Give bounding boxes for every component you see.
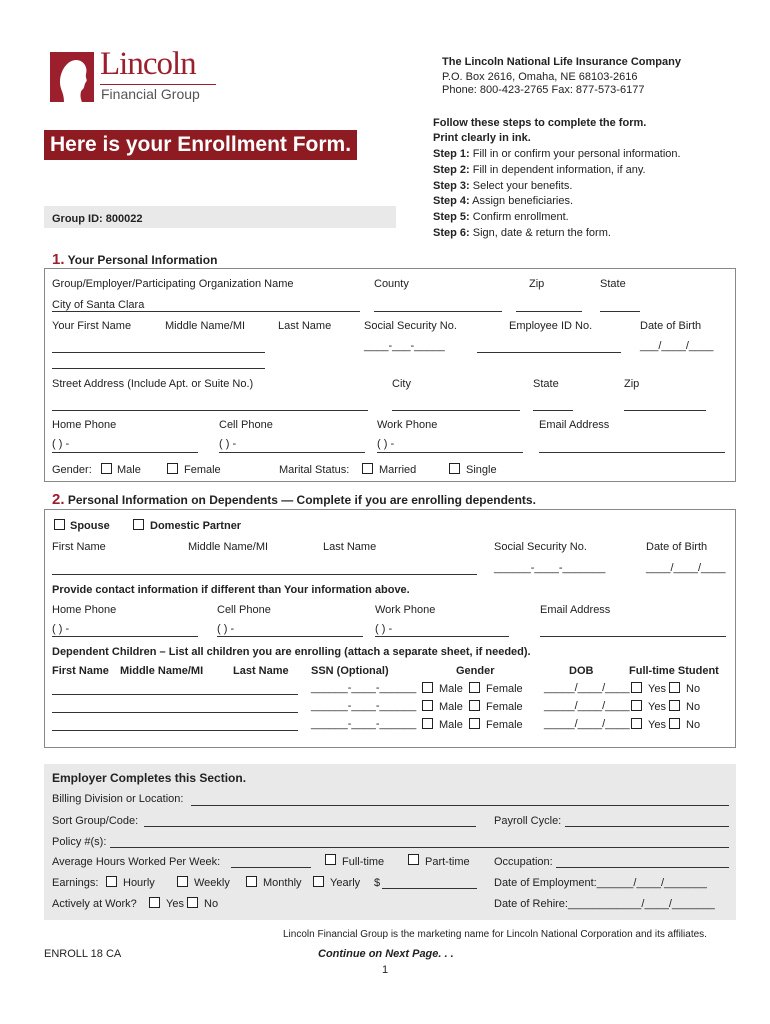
dep-cell-phone-label: Cell Phone [217,604,271,616]
child-name-line[interactable] [52,694,298,695]
earnings-line[interactable] [382,888,477,889]
child-no-label: No [686,701,701,713]
continue-note: Continue on Next Page. . . [318,948,454,960]
child-ssn-mask[interactable]: ______-____-______ [311,718,417,730]
zip2-line[interactable] [624,410,706,411]
lincoln-silhouette-icon [50,52,94,102]
marketing-note: Lincoln Financial Group is the marketing name for Lincoln National Corporation and its affiliates. [283,929,707,940]
child-yes-checkbox[interactable] [631,700,642,711]
zip-label: Zip [529,278,545,290]
child-yes-label: Yes [648,683,666,695]
domestic-partner-checkbox[interactable] [133,519,144,530]
dep-cell-phone-mask[interactable]: ( ) - [217,623,235,635]
org-name-label: Group/Employer/Participating Organization Name [52,278,294,290]
child-name-line[interactable] [52,712,298,713]
work-phone-label: Work Phone [377,419,438,431]
ssn-label: Social Security No. [364,320,457,332]
middle-name-label: Middle Name/MI [165,320,246,332]
cell-phone-label: Cell Phone [219,419,273,431]
dep-last-name-label: Last Name [323,541,377,553]
child-yes-checkbox[interactable] [631,718,642,729]
child-no-label: No [686,719,701,731]
street-line[interactable] [52,410,368,411]
state-line[interactable] [600,311,640,312]
work-phone-line[interactable] [377,452,523,453]
weekly-label: Weekly [194,877,230,889]
email-label: Email Address [539,419,610,431]
name-line[interactable] [52,352,265,353]
female-label: Female [184,464,221,476]
state2-line[interactable] [533,410,573,411]
child-no-checkbox[interactable] [669,682,680,693]
dep-work-phone-line[interactable] [375,636,509,637]
part-time-checkbox[interactable] [408,854,419,865]
contact-note: Provide contact information if different than Your information above. [52,584,410,596]
marital-label: Marital Status: [279,464,350,476]
dep-home-phone-label: Home Phone [52,604,117,616]
male-checkbox[interactable] [101,463,112,474]
avg-hours-line[interactable] [231,867,311,868]
dep-ssn-label: Social Security No. [494,541,587,553]
child-dob-mask[interactable]: _____/____/____ [544,682,630,694]
logo-subtitle: Financial Group [101,86,200,102]
yearly-label: Yearly [330,877,361,889]
street-label: Street Address (Include Apt. or Suite No.) [52,378,254,390]
payroll-line[interactable] [565,826,729,827]
section2-title: 2. Personal Information on Dependents — Complete if you are enrolling dependents. [52,491,536,508]
step-1: Step 1: Fill in or confirm your personal information. [433,148,681,160]
child-dob-mask[interactable]: _____/____/____ [544,700,630,712]
full-time-checkbox[interactable] [325,854,336,865]
actively-label: Actively at Work? [52,898,137,910]
child-name-line[interactable] [52,730,298,731]
group-id: Group ID: 800022 [52,213,143,225]
home-phone-label: Home Phone [52,419,117,431]
dollar-sign: $ [374,877,381,889]
home-phone-mask[interactable]: ( ) - [52,438,70,450]
step-2: Step 2: Fill in dependent information, if any. [433,164,646,176]
city-label: City [392,378,411,390]
dep-work-phone-label: Work Phone [375,604,436,616]
actively-yes-label: Yes [166,898,184,910]
married-checkbox[interactable] [362,463,373,474]
children-note: Dependent Children – List all children you are enrolling (attach a separate sheet, if needed). [52,646,531,658]
child-yes-checkbox[interactable] [631,682,642,693]
state2-label: State [533,378,559,390]
col-last-name: Last Name [233,665,289,677]
col-dob: DOB [569,665,594,677]
company-phone: Phone: 800-423-2765 Fax: 877-573-6177 [442,84,645,96]
step-6: Step 6: Sign, date & return the form. [433,227,611,239]
print-note: Print clearly in ink. [433,132,531,144]
org-name-line[interactable] [52,311,360,312]
dep-work-phone-mask[interactable]: ( ) - [375,623,393,635]
dob-mask[interactable]: ___/____/____ [640,340,714,352]
single-checkbox[interactable] [449,463,460,474]
child-female-label: Female [486,683,523,695]
actively-no-checkbox[interactable] [187,897,198,908]
cell-phone-line[interactable] [219,452,365,453]
dep-email-label: Email Address [540,604,611,616]
female-checkbox[interactable] [167,463,178,474]
section1-title: 1. Your Personal Information [52,251,218,268]
date-rehire[interactable]: Date of Rehire:____________/____/_______ [494,898,715,910]
single-label: Single [466,464,497,476]
child-yes-label: Yes [648,719,666,731]
actively-yes-checkbox[interactable] [149,897,160,908]
logo-divider [100,84,216,85]
sort-group-line[interactable] [144,826,476,827]
policy-line[interactable] [110,847,729,848]
full-time-label: Full-time [342,856,385,868]
county-line[interactable] [374,311,502,312]
occupation-label: Occupation: [494,856,553,868]
child-yes-label: Yes [648,701,666,713]
earnings-label: Earnings: [52,877,99,889]
avg-hours-label: Average Hours Worked Per Week: [52,856,221,868]
child-no-checkbox[interactable] [669,718,680,729]
child-ssn-mask[interactable]: ______-____-______ [311,700,417,712]
billing-line[interactable] [191,805,729,806]
child-ssn-mask[interactable]: ______-____-______ [311,682,417,694]
employer-section [44,764,736,920]
enrollment-banner: Here is your Enrollment Form. [44,130,357,160]
col-ssn: SSN (Optional) [311,665,389,677]
part-time-label: Part-time [425,856,470,868]
ssn-mask[interactable]: ____-___-_____ [364,340,445,352]
dob-label: Date of Birth [640,320,702,332]
col-middle-name: Middle Name/MI [120,665,204,677]
dep-home-phone-mask[interactable]: ( ) - [52,623,70,635]
step-4: Step 4: Assign beneficiaries. [433,195,574,207]
state-label: State [600,278,626,290]
steps-title: Follow these steps to complete the form. [433,117,647,129]
child-male-label: Male [439,719,463,731]
dep-home-phone-line[interactable] [52,636,198,637]
company-name: The Lincoln National Life Insurance Company [442,56,681,68]
child-female-label: Female [486,701,523,713]
last-name-label: Last Name [278,320,332,332]
dep-name-line[interactable] [52,574,477,575]
county-label: County [374,278,409,290]
weekly-checkbox[interactable] [177,876,188,887]
company-address: P.O. Box 2616, Omaha, NE 68103-2616 [442,71,638,83]
date-employment[interactable]: Date of Employment:______/____/_______ [494,877,707,889]
form-code: ENROLL 18 CA [44,948,122,960]
child-dob-mask[interactable]: _____/____/____ [544,718,630,730]
step-5: Step 5: Confirm enrollment. [433,211,569,223]
col-fulltime: Full-time Student [629,665,719,677]
city-line[interactable] [392,410,520,411]
col-gender: Gender [456,665,495,677]
dep-ssn-mask[interactable]: ______-____-_______ [494,562,606,574]
employer-title: Employer Completes this Section. [52,771,247,785]
monthly-checkbox[interactable] [246,876,257,887]
zip-line[interactable] [516,311,582,312]
logo-name: Lincoln [100,46,196,82]
child-male-checkbox[interactable] [422,682,433,693]
married-label: Married [379,464,417,476]
employee-id-line[interactable] [477,352,621,353]
dep-first-name-label: First Name [52,541,106,553]
actively-no-label: No [204,898,219,910]
sort-group-label: Sort Group/Code: [52,815,139,827]
occupation-line[interactable] [556,867,729,868]
work-phone-mask[interactable]: ( ) - [377,438,395,450]
spouse-checkbox[interactable] [54,519,65,530]
first-name-label: Your First Name [52,320,132,332]
child-male-checkbox[interactable] [422,700,433,711]
payroll-label: Payroll Cycle: [494,815,562,827]
dep-dob-mask[interactable]: ____/____/____ [646,562,726,574]
child-female-checkbox[interactable] [469,718,480,729]
male-label: Male [117,464,141,476]
home-phone-line[interactable] [52,452,198,453]
hourly-label: Hourly [123,877,155,889]
child-male-label: Male [439,683,463,695]
child-no-checkbox[interactable] [669,700,680,711]
employee-id-label: Employee ID No. [509,320,593,332]
child-female-checkbox[interactable] [469,700,480,711]
name-line-2[interactable] [52,368,265,369]
dep-middle-name-label: Middle Name/MI [188,541,269,553]
monthly-label: Monthly [263,877,302,889]
domestic-partner-label: Domestic Partner [150,520,242,532]
billing-label: Billing Division or Location: [52,793,184,805]
child-no-label: No [686,683,701,695]
gender-label: Gender: [52,464,92,476]
cell-phone-mask[interactable]: ( ) - [219,438,237,450]
dep-cell-phone-line[interactable] [217,636,363,637]
hourly-checkbox[interactable] [106,876,117,887]
page-number: 1 [382,964,389,976]
dep-email-line[interactable] [540,636,726,637]
child-male-label: Male [439,701,463,713]
company-logo [50,46,220,108]
child-male-checkbox[interactable] [422,718,433,729]
org-name-value[interactable]: City of Santa Clara [52,299,145,311]
zip2-label: Zip [624,378,640,390]
dep-dob-label: Date of Birth [646,541,708,553]
policy-label: Policy #(s): [52,836,107,848]
col-first-name: First Name [52,665,109,677]
email-line[interactable] [539,452,725,453]
step-3: Step 3: Select your benefits. [433,180,573,192]
spouse-label: Spouse [70,520,110,532]
child-female-label: Female [486,719,523,731]
child-female-checkbox[interactable] [469,682,480,693]
yearly-checkbox[interactable] [313,876,324,887]
